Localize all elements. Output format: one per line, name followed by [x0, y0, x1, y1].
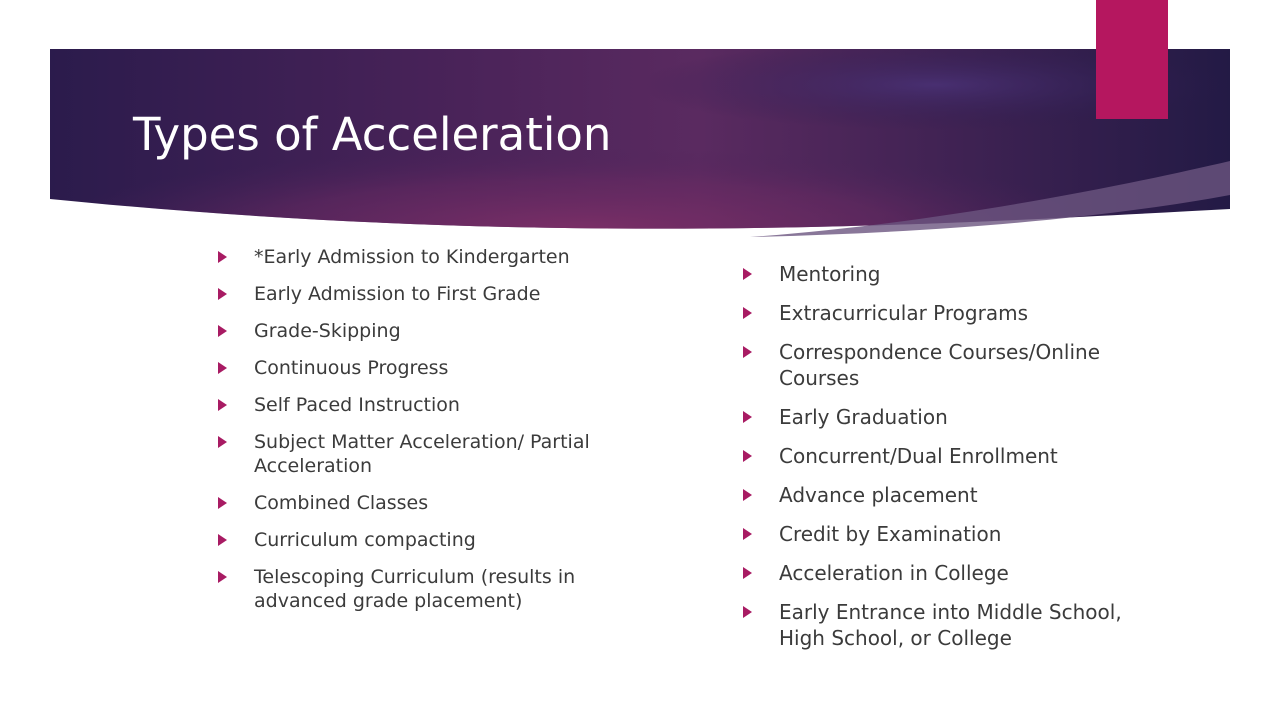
triangle-bullet-icon: [218, 534, 227, 546]
list-item: [743, 261, 1143, 287]
triangle-bullet-icon: [218, 288, 227, 300]
list-item-text: Subject Matter Acceleration/ Partial Acceleration: [254, 431, 590, 477]
list-item-text: Grade-Skipping: [254, 320, 401, 342]
list-item-text: Early Graduation: [779, 405, 948, 429]
triangle-bullet-icon: [218, 436, 227, 448]
triangle-bullet-icon: [218, 497, 227, 509]
list-item-text: Correspondence Courses/Online Courses: [779, 340, 1101, 390]
list-item: [218, 319, 598, 343]
list-item: [218, 356, 598, 380]
list-item-text: *Early Admission to Kindergarten: [254, 246, 570, 268]
triangle-bullet-icon: [743, 268, 752, 280]
list-item-text: Acceleration in College: [779, 561, 1009, 585]
triangle-bullet-icon: [218, 399, 227, 411]
list-item: [743, 560, 1143, 586]
list-item: [218, 491, 598, 515]
list-item-text: Credit by Examination: [779, 522, 1002, 546]
list-item: [218, 245, 598, 269]
list-item-text: Concurrent/Dual Enrollment: [779, 444, 1058, 468]
triangle-bullet-icon: [218, 571, 227, 583]
list-item: [743, 339, 1143, 391]
triangle-bullet-icon: [743, 411, 752, 423]
triangle-bullet-icon: [218, 362, 227, 374]
list-item-text: Continuous Progress: [254, 357, 449, 379]
list-item-text: Self Paced Instruction: [254, 394, 460, 416]
triangle-bullet-icon: [743, 307, 752, 319]
list-item: [743, 482, 1143, 508]
triangle-bullet-icon: [743, 489, 752, 501]
list-item-text: Combined Classes: [254, 492, 429, 514]
list-item: [218, 393, 598, 417]
list-item: [743, 300, 1143, 326]
left-bullet-list: [218, 245, 598, 626]
accent-tab: [1096, 0, 1168, 119]
list-item-text: Mentoring: [779, 262, 881, 286]
list-item: [743, 599, 1143, 651]
triangle-bullet-icon: [743, 606, 752, 618]
slide-title: Types of Acceleration: [133, 108, 612, 161]
list-item: [218, 565, 598, 613]
list-item: [743, 521, 1143, 547]
right-bullet-list: [743, 261, 1143, 664]
triangle-bullet-icon: [218, 251, 227, 263]
list-item: [218, 430, 598, 478]
list-item-text: Telescoping Curriculum (results in advanced grade placement): [254, 566, 576, 612]
list-item-text: Early Entrance into Middle School, High School, or College: [779, 600, 1122, 650]
list-item-text: Curriculum compacting: [254, 529, 476, 551]
triangle-bullet-icon: [743, 528, 752, 540]
list-item: [218, 282, 598, 306]
triangle-bullet-icon: [743, 567, 752, 579]
list-item-text: Extracurricular Programs: [779, 301, 1028, 325]
triangle-bullet-icon: [743, 346, 752, 358]
triangle-bullet-icon: [743, 450, 752, 462]
list-item: [743, 443, 1143, 469]
triangle-bullet-icon: [218, 325, 227, 337]
list-item-text: Advance placement: [779, 483, 978, 507]
list-item: [218, 528, 598, 552]
list-item: [743, 404, 1143, 430]
list-item-text: Early Admission to First Grade: [254, 283, 541, 305]
